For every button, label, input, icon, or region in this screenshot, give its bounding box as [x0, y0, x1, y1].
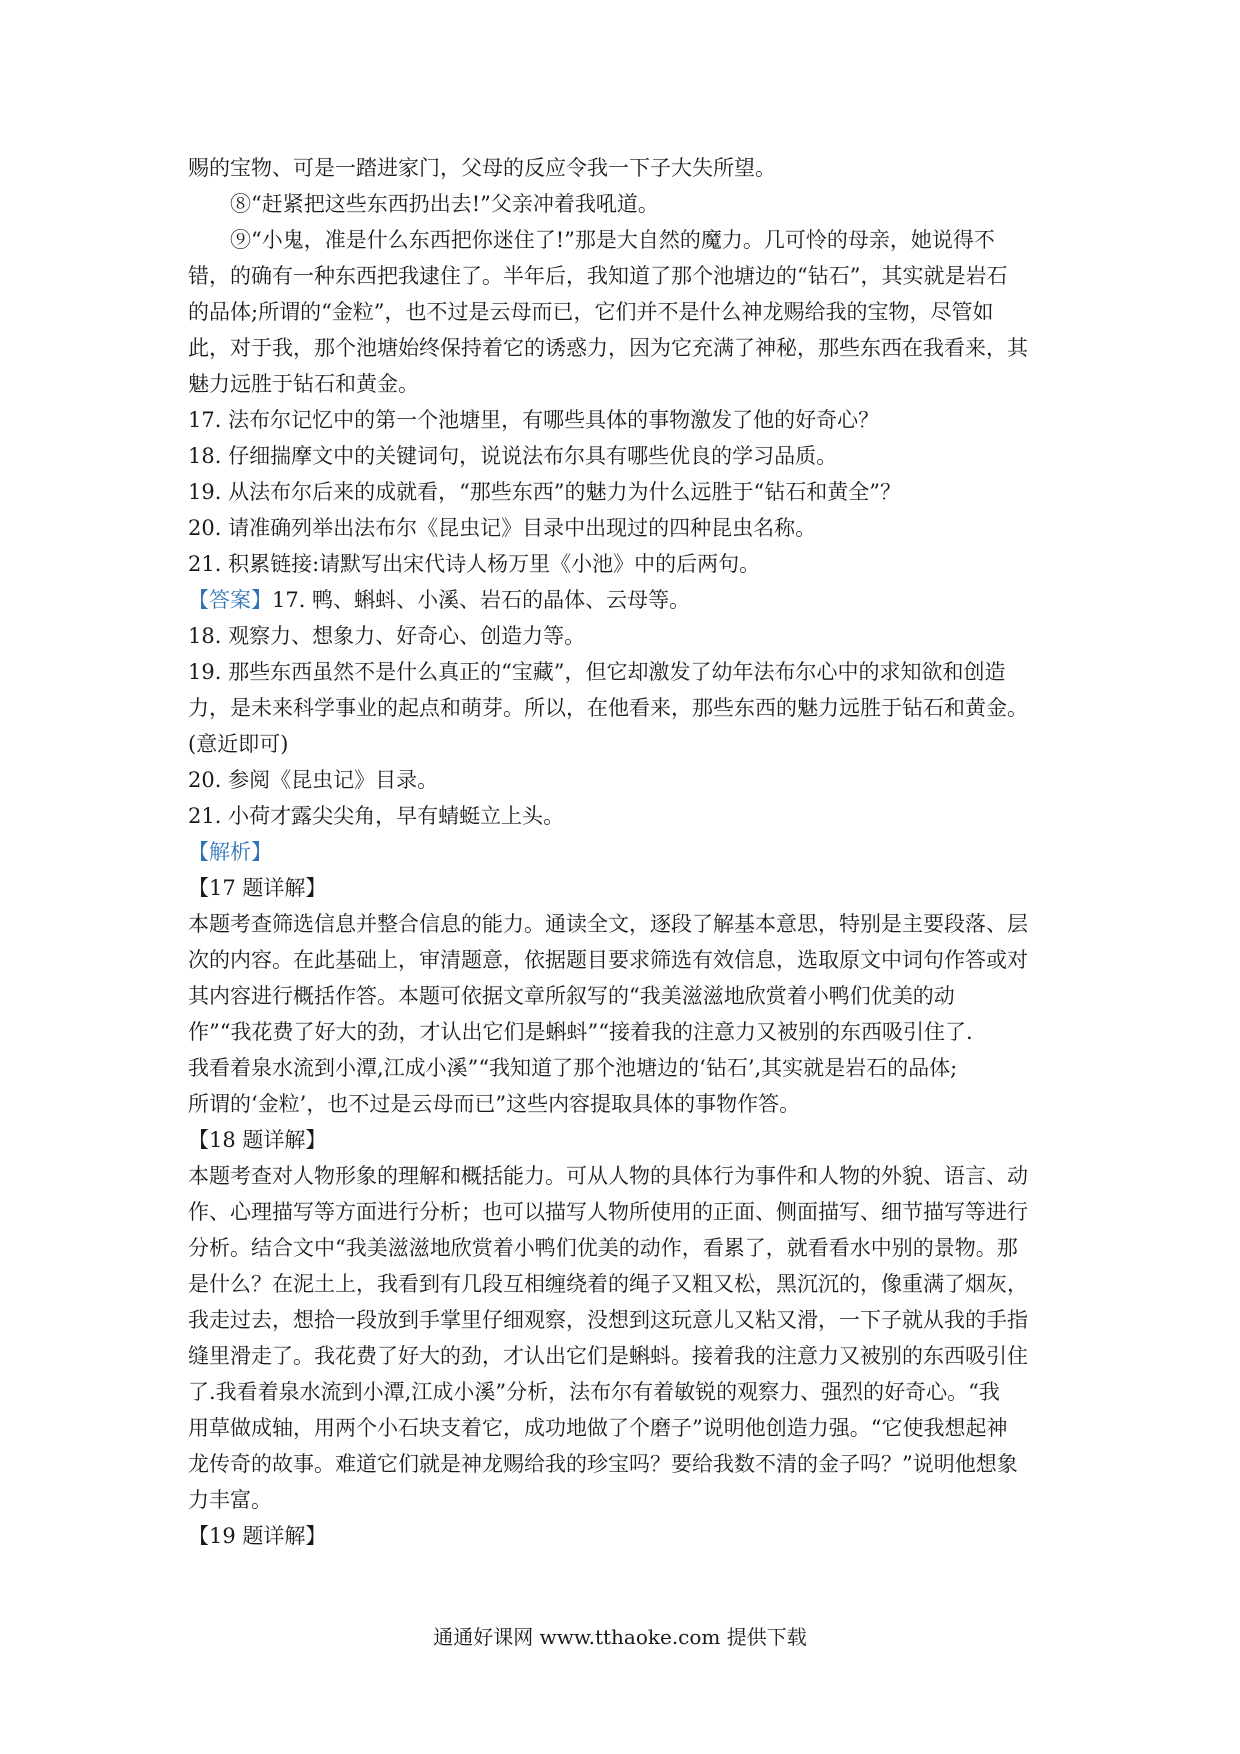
analysis-18-line: 本题考查对人物形象的理解和概括能力。可从人物的具体行为事件和人物的外貌、语言、动 [188, 1164, 1028, 1188]
answer-19-line: 19. 那些东西虽然不是什么真正的“宝藏”，但它却激发了幼年法布尔心中的求知欲和创造 [188, 660, 1006, 684]
answer-20: 20. 参阅《昆虫记》目录。 [188, 768, 439, 792]
analysis-18-line: 作、心理描写等方面进行分析；也可以描写人物所使用的正面、侧面描写、细节描写等进行 [188, 1200, 1028, 1224]
analysis-18-line: 分析。结合文中“我美滋滋地欣赏着小鸭们优美的动作，看累了，就看看水中别的景物。那 [188, 1236, 1018, 1260]
paragraph-9-line: 的品体;所谓的“金粒”，也不过是云母而已，它们并不是什么神龙赐给我的宝物，尽管如 [188, 300, 994, 324]
analysis-18-line: 了.我看着泉水流到小潭,江成小溪”分析，法布尔有着敏锐的观察力、强烈的好奇心。“我 [188, 1380, 1000, 1404]
paragraph-line: 赐的宝物、可是一踏进家门，父母的反应令我一下子大失所望。 [188, 156, 776, 180]
analysis-tag: 【解析】 [188, 840, 272, 864]
analysis-18-line: 力丰富。 [188, 1488, 272, 1512]
analysis-18-heading: 【18 题详解】 [188, 1128, 327, 1152]
answer-17-line [188, 582, 1060, 618]
analysis-18-line: 用草做成轴，用两个小石块支着它，成功地做了个磨子”说明他创造力强。“它使我想起神 [188, 1416, 1008, 1440]
question-19: 19. 从法布尔后来的成就看，“那些东西”的魅力为什么远胜于“钻石和黄全”？ [188, 480, 902, 504]
answer-21: 21. 小荷才露尖尖角，早有蜻蜓立上头。 [188, 804, 565, 828]
analysis-19-heading: 【19 题详解】 [188, 1524, 327, 1548]
paragraph-9-line: ⑨“小鬼，准是什么东西把你迷住了!”那是大自然的魔力。几可怜的母亲，她说得不 [230, 228, 995, 252]
document-body [188, 150, 1060, 1554]
analysis-17-line: 次的内容。在此基础上，审清题意，依据题目要求筛选有效信息，选取原文中词句作答或对 [188, 948, 1028, 972]
paragraph-9-line: 此，对于我，那个池塘始终保持着它的诱惑力，因为它充满了神秘，那些东西在我看来，其 [188, 336, 1028, 360]
analysis-18-line: 是什么？在泥土上，我看到有几段互相缠绕着的绳子又粗又松，黑沉沉的，像重满了烟灰， [188, 1272, 1028, 1296]
question-18: 18. 仔细揣摩文中的关键词句，说说法布尔具有哪些优良的学习品质。 [188, 444, 838, 468]
paragraph-9-line: 错，的确有一种东西把我逮住了。半年后，我知道了那个池塘边的“钻石”，其实就是岩石 [188, 264, 1008, 288]
answer-17: 17. 鸭、蝌蚪、小溪、岩石的晶体、云母等。 [272, 588, 691, 612]
answer-tag: 【答案】 [188, 588, 272, 612]
analysis-17-line: 所谓的‘金粒’，也不过是云母而已”这些内容提取具体的事物作答。 [188, 1092, 801, 1116]
question-21: 21. 积累链接:请默写出宋代诗人杨万里《小池》中的后两句。 [188, 552, 761, 576]
answer-19-line: 力，是未来科学事业的起点和萌芽。所以，在他看来，那些东西的魅力远胜于钻石和黄金。 [188, 696, 1028, 720]
paragraph-9-line: 魅力远胜于钻石和黄金。 [188, 372, 419, 396]
analysis-17-heading: 【17 题详解】 [188, 876, 327, 900]
analysis-17-line: 本题考查筛选信息并整合信息的能力。通读全文，逐段了解基本意思，特别是主要段落、层 [188, 912, 1028, 936]
question-20: 20. 请准确列举出法布尔《昆虫记》目录中出现过的四种昆虫名称。 [188, 516, 817, 540]
paragraph-8: ⑧“赶紧把这些东西扔出去!”父亲冲着我吼道。 [230, 192, 659, 216]
answer-18: 18. 观察力、想象力、好奇心、创造力等。 [188, 624, 586, 648]
analysis-17-line: 作”“我花费了好大的劲，才认出它们是蝌蚪”“接着我的注意力又被别的东西吸引住了. [188, 1020, 973, 1044]
page-footer: 通通好课网 www.tthaoke.com 提供下载 [433, 1625, 807, 1649]
analysis-17-line: 我看着泉水流到小潭,江成小溪”“我知道了那个池塘边的‘钻石’,其实就是岩石的品体; [188, 1056, 958, 1080]
analysis-17-line: 其内容进行概括作答。本题可依据文章所叙写的“我美滋滋地欣赏着小鸭们优美的动 [188, 984, 955, 1008]
analysis-18-line: 龙传奇的故事。难道它们就是神龙赐给我的珍宝吗？要给我数不清的金子吗？”说明他想象 [188, 1452, 1018, 1476]
analysis-18-line: 缝里滑走了。我花费了好大的劲，才认出它们是蝌蚪。接着我的注意力又被别的东西吸引住 [188, 1344, 1028, 1368]
answer-19-line: (意近即可) [188, 732, 289, 756]
analysis-18-line: 我走过去，想拾一段放到手掌里仔细观察，没想到这玩意儿又粘又滑，一下子就从我的手指 [188, 1308, 1028, 1332]
question-17: 17. 法布尔记忆中的第一个池塘里，有哪些具体的事物激发了他的好奇心？ [188, 408, 880, 432]
